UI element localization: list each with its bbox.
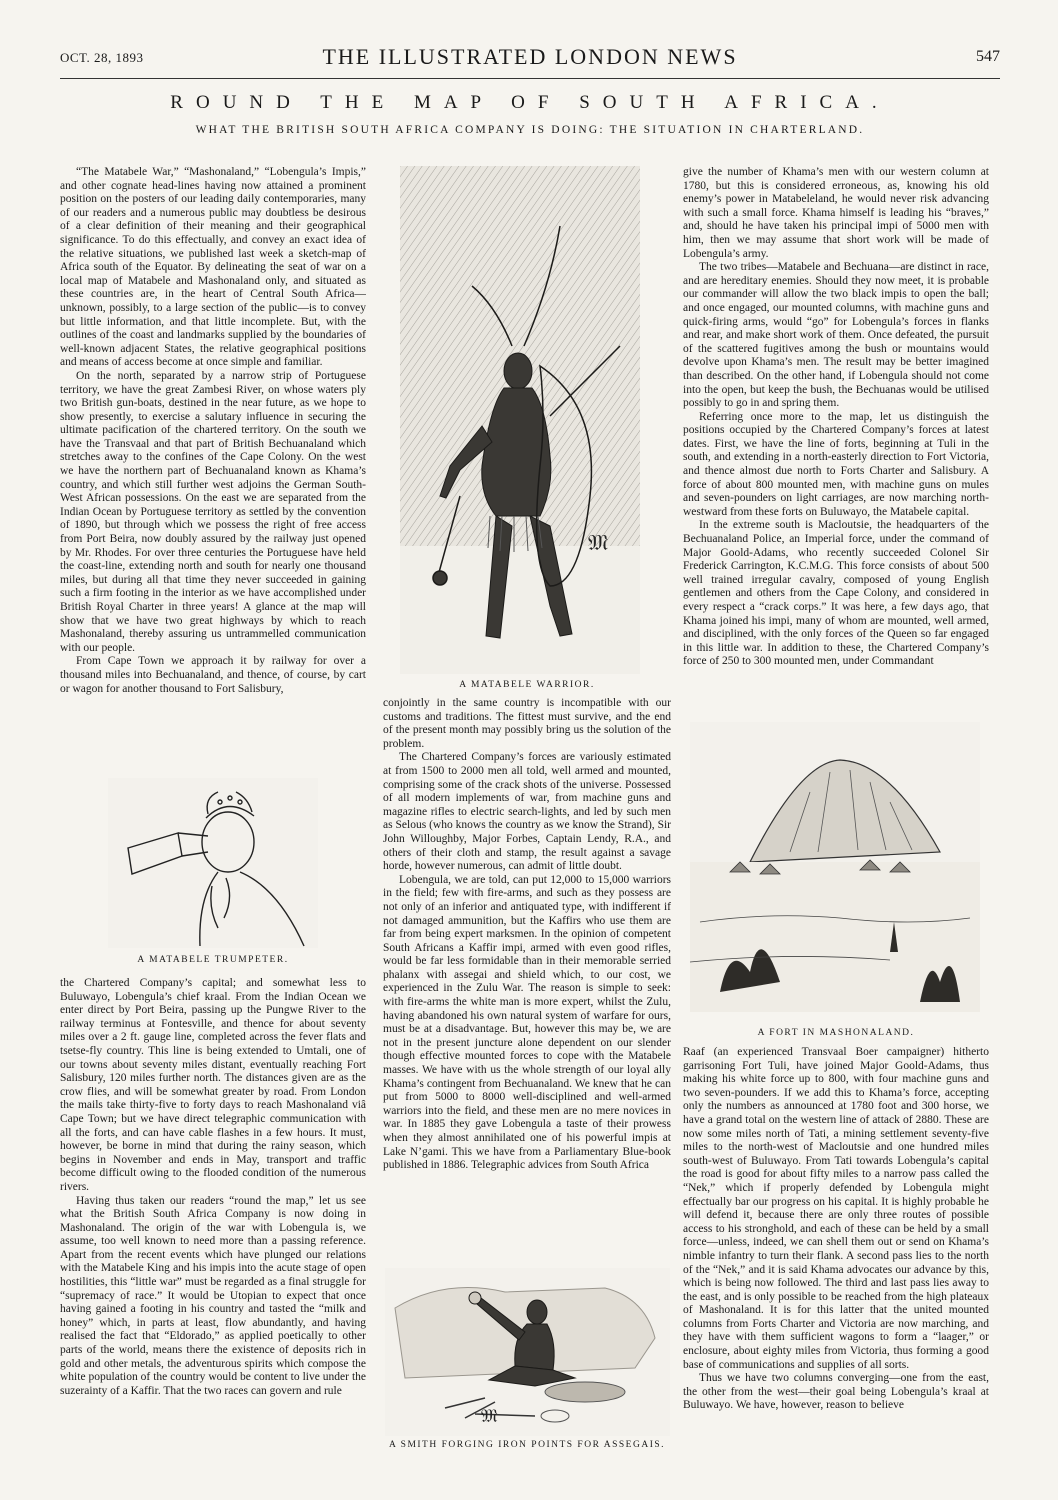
paragraph: Having thus taken our readers “round the map,” let us see what the British South Africa Company is now doing in Mashonaland. The origin of the war with Lobengula is, we assume, too well known to need more than a passing reference. Apart from the recent events which have plunged our relations with the Matabele King and his impis into the acute stage of open hostilities, this “little war” must be regarded as a final struggle for “supremacy of race.” It would be Utopian to expect that once having gained a footing in his country and tasted the “milk and honey” which, in parts at least, flow abundantly, and having realised the fact that “Eldorado,” as applied poetically to other parts of the world, means there the existence of deposits rich in gold and other metals, the adventurous spirits which compose the white population of the country would be content to live under the suzerainty of a Kaffir. That the two races can govern and rule <box>60 1194 366 1397</box>
page-number: 547 <box>976 48 1000 65</box>
column-3-top <box>683 166 989 718</box>
paragraph: give the number of Khama’s men with our western column at 1780, but this is considered erroneous, as, knowing his old enemy’s power in Matabeleland, he would never risk advancing with such a small force. Khama himself is leading his “braves,” and, should he have taken his principal impi of 5000 men with him, then we may assume that short work will be made of Lobengula’s army. <box>683 166 989 260</box>
paragraph: Raaf (an experienced Transvaal Boer campaigner) hitherto garrisoning Fort Tuli, have joined Major Goold-Adams, thus making his white force up to 800, with four machine guns and two seven-pounders. If we add this to Khama’s force, accepting only the numbers as announced at 1780 foot and 300 horse, we have a grand total on the western line of attack of 2880. These are now some miles north of Tati, a mining settlement seventy-five miles to the north-west of Macloutsie and one hundred miles south-west of Buluwayo. From Tati towards Lobengula’s capital the road is good for about fifty miles to a narrow pass called the “Nek,” which if properly defended by Lobengula might effectually bar our progress on his capital. It is highly probable he will defend it, because there are only three routes of possible access to his stronghold, and each of these can be held by a small force—unless, indeed, we can shell them out or send on Khama’s nimble infantry to turn their flank. A second pass lies to the north of the “Nek,” and it is said Khama advocates our advance by this, which is being now followed. The third and last pass lies away to the east, and is only possible to be reached from the high plateaux of Mashonaland. It is for this latter that the united mounted columns from Forts Charter and Victoria are now marching, and they have with them sufficient wagons to form a “laager,” or enclosure, about eighty miles from Victoria, thus forming a good base of communications and supplies of all sorts. <box>683 1046 989 1371</box>
paragraph: the Chartered Company’s capital; and somewhat less to Buluwayo, Lobengula’s chief kraal. From the Indian Ocean we enter direct by Port Beira, passing up the Pungwe River to the railway terminus at Fontesville, and thence for about seventy miles over a 2 ft. gauge line, completed across the fever flats and tsetse-fly country. This line is being extended to Umtali, one of our towns about seventy miles distant, eventually reaching Fort Salisbury, 120 miles further north. The distances given are as the crow flies, and will be somewhat greater by road. From London the mails take thirty-five to forty days to reach Mashonaland viâ Cape Town; but we have direct telegraphic communication with all the forts, and can have cable flashes in a few hours. It must, however, be borne in mind that during the rainy season, which begins in November and ends in May, transport and traffic become difficult owing to the flooded condition of the numerous rivers. <box>60 977 366 1193</box>
paragraph: From Cape Town we approach it by railway for over a thousand miles into Bechuanaland, and thence, of course, by cart or wagon for another thousand to Fort Salisbury, <box>60 655 366 695</box>
svg-text:𝔐: 𝔐 <box>588 530 609 555</box>
article-title: ROUND THE MAP OF SOUTH AFRICA. <box>170 92 890 113</box>
svg-text:𝔐: 𝔐 <box>481 1406 498 1426</box>
paragraph: Lobengula, we are told, can put 12,000 to 15,000 warriors in the field; few with fire-arms, and such as they possess are not only of an inferior and antiquated type, with indifferent if not damaged ammunition, but the Kaffirs who use them are far from being expert marksmen. In the opinion of competent South Africans a Kaffir impi, armed with even good rifles, would be far less formidable than in their memorable serried phalanx with assegai and shield which, to our cost, we experienced in the Zulu War. The reason is simple to seek: with fire-arms the white man is more expert, whilst the Zulu, having abandoned his own natural system of warfare for ours, must be at a disadvantage. But, however this may be, we are not in the present juncture alone dependent on our slender though effective mounted forces to cope with the Matabele masses. We have with us the whole strength of our loyal ally Khama’s contingent from Bechuanaland. We knew that he can put from 5000 to 8000 well-disciplined and well-armed warriors into the field, and these men are no mere novices in war. In 1885 they gave Lobengula a taste of their prowess when they almost annihilated one of his powerful impis at Lake N’gami. This we have from a Parliamentary Blue-book published in 1886. Telegraphic advices from South Africa <box>383 873 671 1172</box>
warrior-illustration <box>400 166 640 674</box>
paragraph: Referring once more to the map, let us distinguish the positions occupied by the Chartered Company’s forces at latest dates. First, we have the line of forts, beginning at Tuli in the south, and extending in a north-easterly direction to Fort Victoria, and thence almost due north to Forts Charter and Salisbury. A force of about 800 mounted men, with machine guns on mules and seven-pounders on light carriages, are now marching north-westward from these forts on Buluwayo, the Matabele capital. <box>683 410 989 518</box>
trumpeter-illustration <box>108 778 318 948</box>
paragraph: “The Matabele War,” “Mashonaland,” “Lobengula’s Impis,” and other cognate head-lines having now attained a prominent position on the posters of our leading daily contemporaries, many of our readers and a numerous public may doubtless be desirous of a clear definition of their meaning and their geographical significance. To do this effectually, and convey an exact idea of the relative situations, we published last week a sketch-map of Africa south of the Equator. By delineating the seat of war on a local map of Matabele and Mashonaland only, and situated as these countries are, in the heart of Central South Africa—unknown, possibly, to a large section of the public—is to convey but little information, and that little incomplete. But, with the outlines of the coast and landmarks supplied by the boundaries of well-known adjacent States, the relative geographical positions and means of access become at once simple and familiar. <box>60 166 366 369</box>
masthead-rule <box>60 78 1000 79</box>
masthead <box>60 44 1000 74</box>
trumpeter-caption: A MATABELE TRUMPETER. <box>137 955 289 965</box>
article-subtitle: WHAT THE BRITISH SOUTH AFRICA COMPANY IS DOING: THE SITUATION IN CHARTERLAND. <box>195 124 865 136</box>
paragraph: In the extreme south is Macloutsie, the headquarters of the Bechuanaland Police, an Imperial force, under the command of Major Goold-Adams, who recently succeeded Colonel Sir Frederick Carrington, K.C.M.G. This force consists of about 500 well trained irregular cavalry, composed of young English gentlemen and others from the Cape Colony, and considered in every respect a “crack corps.” It was here, a few days ago, that Khama joined his impi, many of whom are mounted, well armed, and disciplined, with the only forces of the Queen so far engaged in this little war. In addition to these, the Chartered Company’s force of 250 to 300 mounted men, under Commandant <box>683 519 989 668</box>
warrior-caption: A MATABELE WARRIOR. <box>459 680 595 690</box>
column-2 <box>383 697 671 1263</box>
paragraph: On the north, separated by a narrow strip of Portuguese territory, we have the great Zambesi River, on whose waters ply two British gun-boats, destined in the near future, as we hope to show presently, to exercise a salutary influence in securing the ultimate pacification of the chartered territory. On the south we have the Transvaal and that part of British Bechuanaland which stretches away to the confines of the Cape Colony. On the west we have the northern part of Bechuanaland known as Khama’s country, and which still further west adjoins the German South-West African possessions. On the east we are separated from the Indian Ocean by Portuguese territory as settled by the convention of 1890, but through which we possess the right of free access from Port Beira, now doubly assured by the railway just opened by Mr. Rhodes. For over three centuries the Portuguese have held the coast-line, extending north and south for nearly one thousand miles, but during all that time they never succeeded in gaining such a firm footing in the interior as we have accomplished under British Royal Charter in three years! A glance at the map will show that we have two great highways by which to reach Mashonaland, thereby assuring us untrammelled communication with our people. <box>60 369 366 654</box>
smith-illustration <box>385 1268 670 1436</box>
smith-caption: A SMITH FORGING IRON POINTS FOR ASSEGAIS. <box>388 1440 666 1450</box>
paragraph: The Chartered Company’s forces are variously estimated at from 1500 to 2000 men all told, well armed and mounted, comprising some of the crack shots of the universe. Possessed of all modern implements of war, from machine guns and magazine rifles to electric search-lights, and led by such men as Selous (who knows the country as we know the Strand), Sir John Willoughby, Major Forbes, Captain Lendy, R.A., and others of their cloth and stamp, the result against a savage horde, however numerous, can admit of little doubt. <box>383 751 671 873</box>
column-1-top <box>60 166 366 780</box>
fort-illustration <box>690 722 980 1012</box>
column-1-bottom <box>60 977 366 1445</box>
publication-name: THE ILLUSTRATED LONDON NEWS <box>322 44 738 69</box>
issue-date: OCT. 28, 1893 <box>60 50 144 65</box>
paragraph: conjointly in the same country is incompatible with our customs and traditions. The fittest must survive, and the end of the present month may possibly bring us the solution of the problem. <box>383 697 671 750</box>
paragraph: The two tribes—Matabele and Bechuana—are distinct in race, and are hereditary enemies. Should they now meet, it is probable our commander will allow the two black impis to open the ball; and once engaged, our mounted columns, with machine guns and quick-firing arms, would “go” for Lobengula’s forces in flanks and rear, and make short work of them. Once defeated, the pursuit of the scattered fugitives among the bush or mountains would devolve upon Khama’s men. The result may be better imagined than described. On the other hand, if Lobengula should not come into the open, but keep the bush, the Bechuanas would be utilised possibly to go in and spring them. <box>683 261 989 410</box>
column-3-bottom <box>683 1046 989 1456</box>
paragraph: Thus we have two columns converging—one from the east, the other from the west—their goal being Lobengula’s kraal at Buluwayo. We have, however, reason to believe <box>683 1372 989 1412</box>
fort-caption: A FORT IN MASHONALAND. <box>757 1028 915 1038</box>
